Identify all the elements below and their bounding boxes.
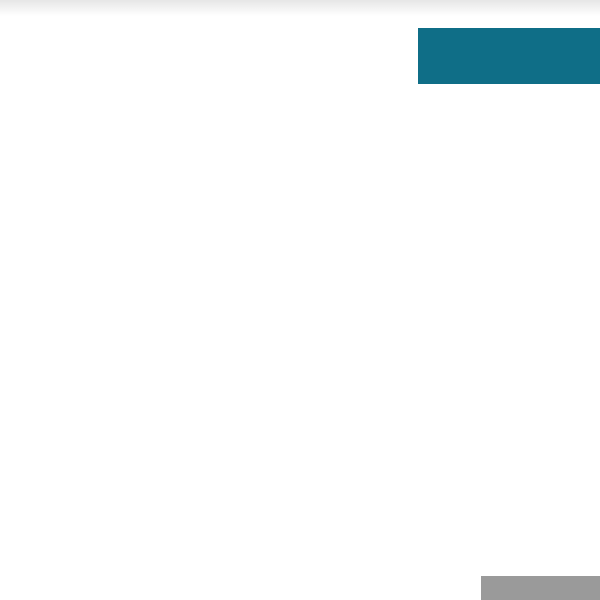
brand-logo <box>418 28 600 84</box>
watermark <box>481 576 600 600</box>
top-shade <box>0 0 600 16</box>
